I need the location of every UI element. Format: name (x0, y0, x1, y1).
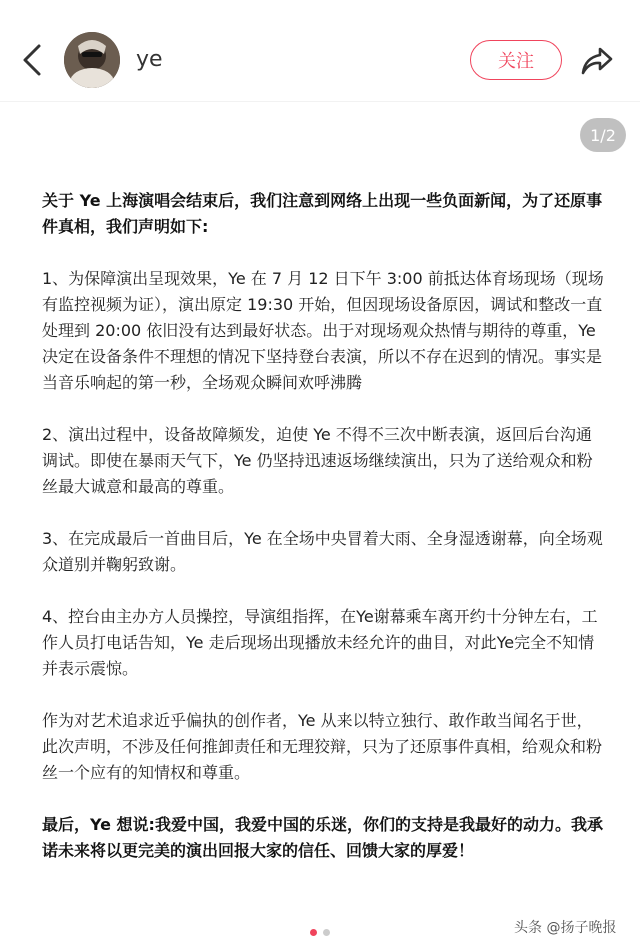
article-paragraph: 作为对艺术追求近乎偏执的创作者，Ye 从来以特立独行、敢作敢当闻名于世，此次声明，不涉及任何推卸责任和无理狡辩，只为了还原事件真相，给观众和粉丝一个应有的知情权和尊重。 (42, 711, 603, 782)
chevron-left-icon (21, 43, 43, 77)
article-paragraph: 4、控台由主办方人员操控，导演组指挥，在Ye谢幕乘车离开约十分钟左右，工作人员打电话告知，Ye 走后现场出现播放未经允许的曲目，对此Ye完全不知情并表示震惊。 (42, 607, 598, 678)
avatar[interactable] (64, 32, 120, 88)
share-button[interactable] (578, 42, 616, 80)
carousel-dot[interactable] (310, 929, 317, 936)
follow-button[interactable]: 关注 (470, 40, 562, 80)
header-divider (0, 101, 640, 102)
article-paragraph: 3、在完成最后一首曲目后，Ye 在全场中央冒着大雨、全身湿透谢幕，向全场观众道别并鞠躬致谢。 (42, 529, 603, 574)
author-name[interactable]: ye (136, 47, 163, 72)
image-page-indicator: 1/2 (580, 118, 626, 152)
share-icon (580, 46, 614, 76)
back-button[interactable] (14, 40, 50, 80)
source-watermark: 头条 @扬子晚报 (514, 920, 617, 936)
article-paragraph: 最后，Ye 想说:我爱中国，我爱中国的乐迷，你们的支持是我最好的动力。我承诺未来将以更完美的演出回报大家的信任、回馈大家的厚爱！ (42, 815, 603, 860)
carousel-dots (310, 929, 330, 936)
avatar-image (64, 32, 120, 88)
article-paragraph: 关于 Ye 上海演唱会结束后，我们注意到网络上出现一些负面新闻，为了还原事件真相，我们声明如下: (42, 191, 603, 236)
article-paragraph: 2、演出过程中，设备故障频发，迫使 Ye 不得不三次中断表演，返回后台沟通调试。即使在暴雨天气下，Ye 仍坚持迅速返场继续演出，只为了送给观众和粉丝最大诚意和最高的尊重。 (42, 425, 593, 496)
carousel-dot[interactable] (323, 929, 330, 936)
article-paragraph: 1、为保障演出呈现效果，Ye 在 7 月 12 日下午 3:00 前抵达体育场现场（现场有监控视频为证），演出原定 19:30 开始，但因现场设备原因，调试和整改一直处理到 20:00 依旧没有达到最好状态。出于对现场观众热情与期待的尊重，Ye 决定在设备条件不理想的情况下坚持登台表演，所以不存在迟到的情况。事实是当音乐响起的第一秒，全场观众瞬间欢呼沸腾 (42, 269, 604, 392)
article-body (42, 188, 606, 890)
top-bar (0, 0, 640, 112)
